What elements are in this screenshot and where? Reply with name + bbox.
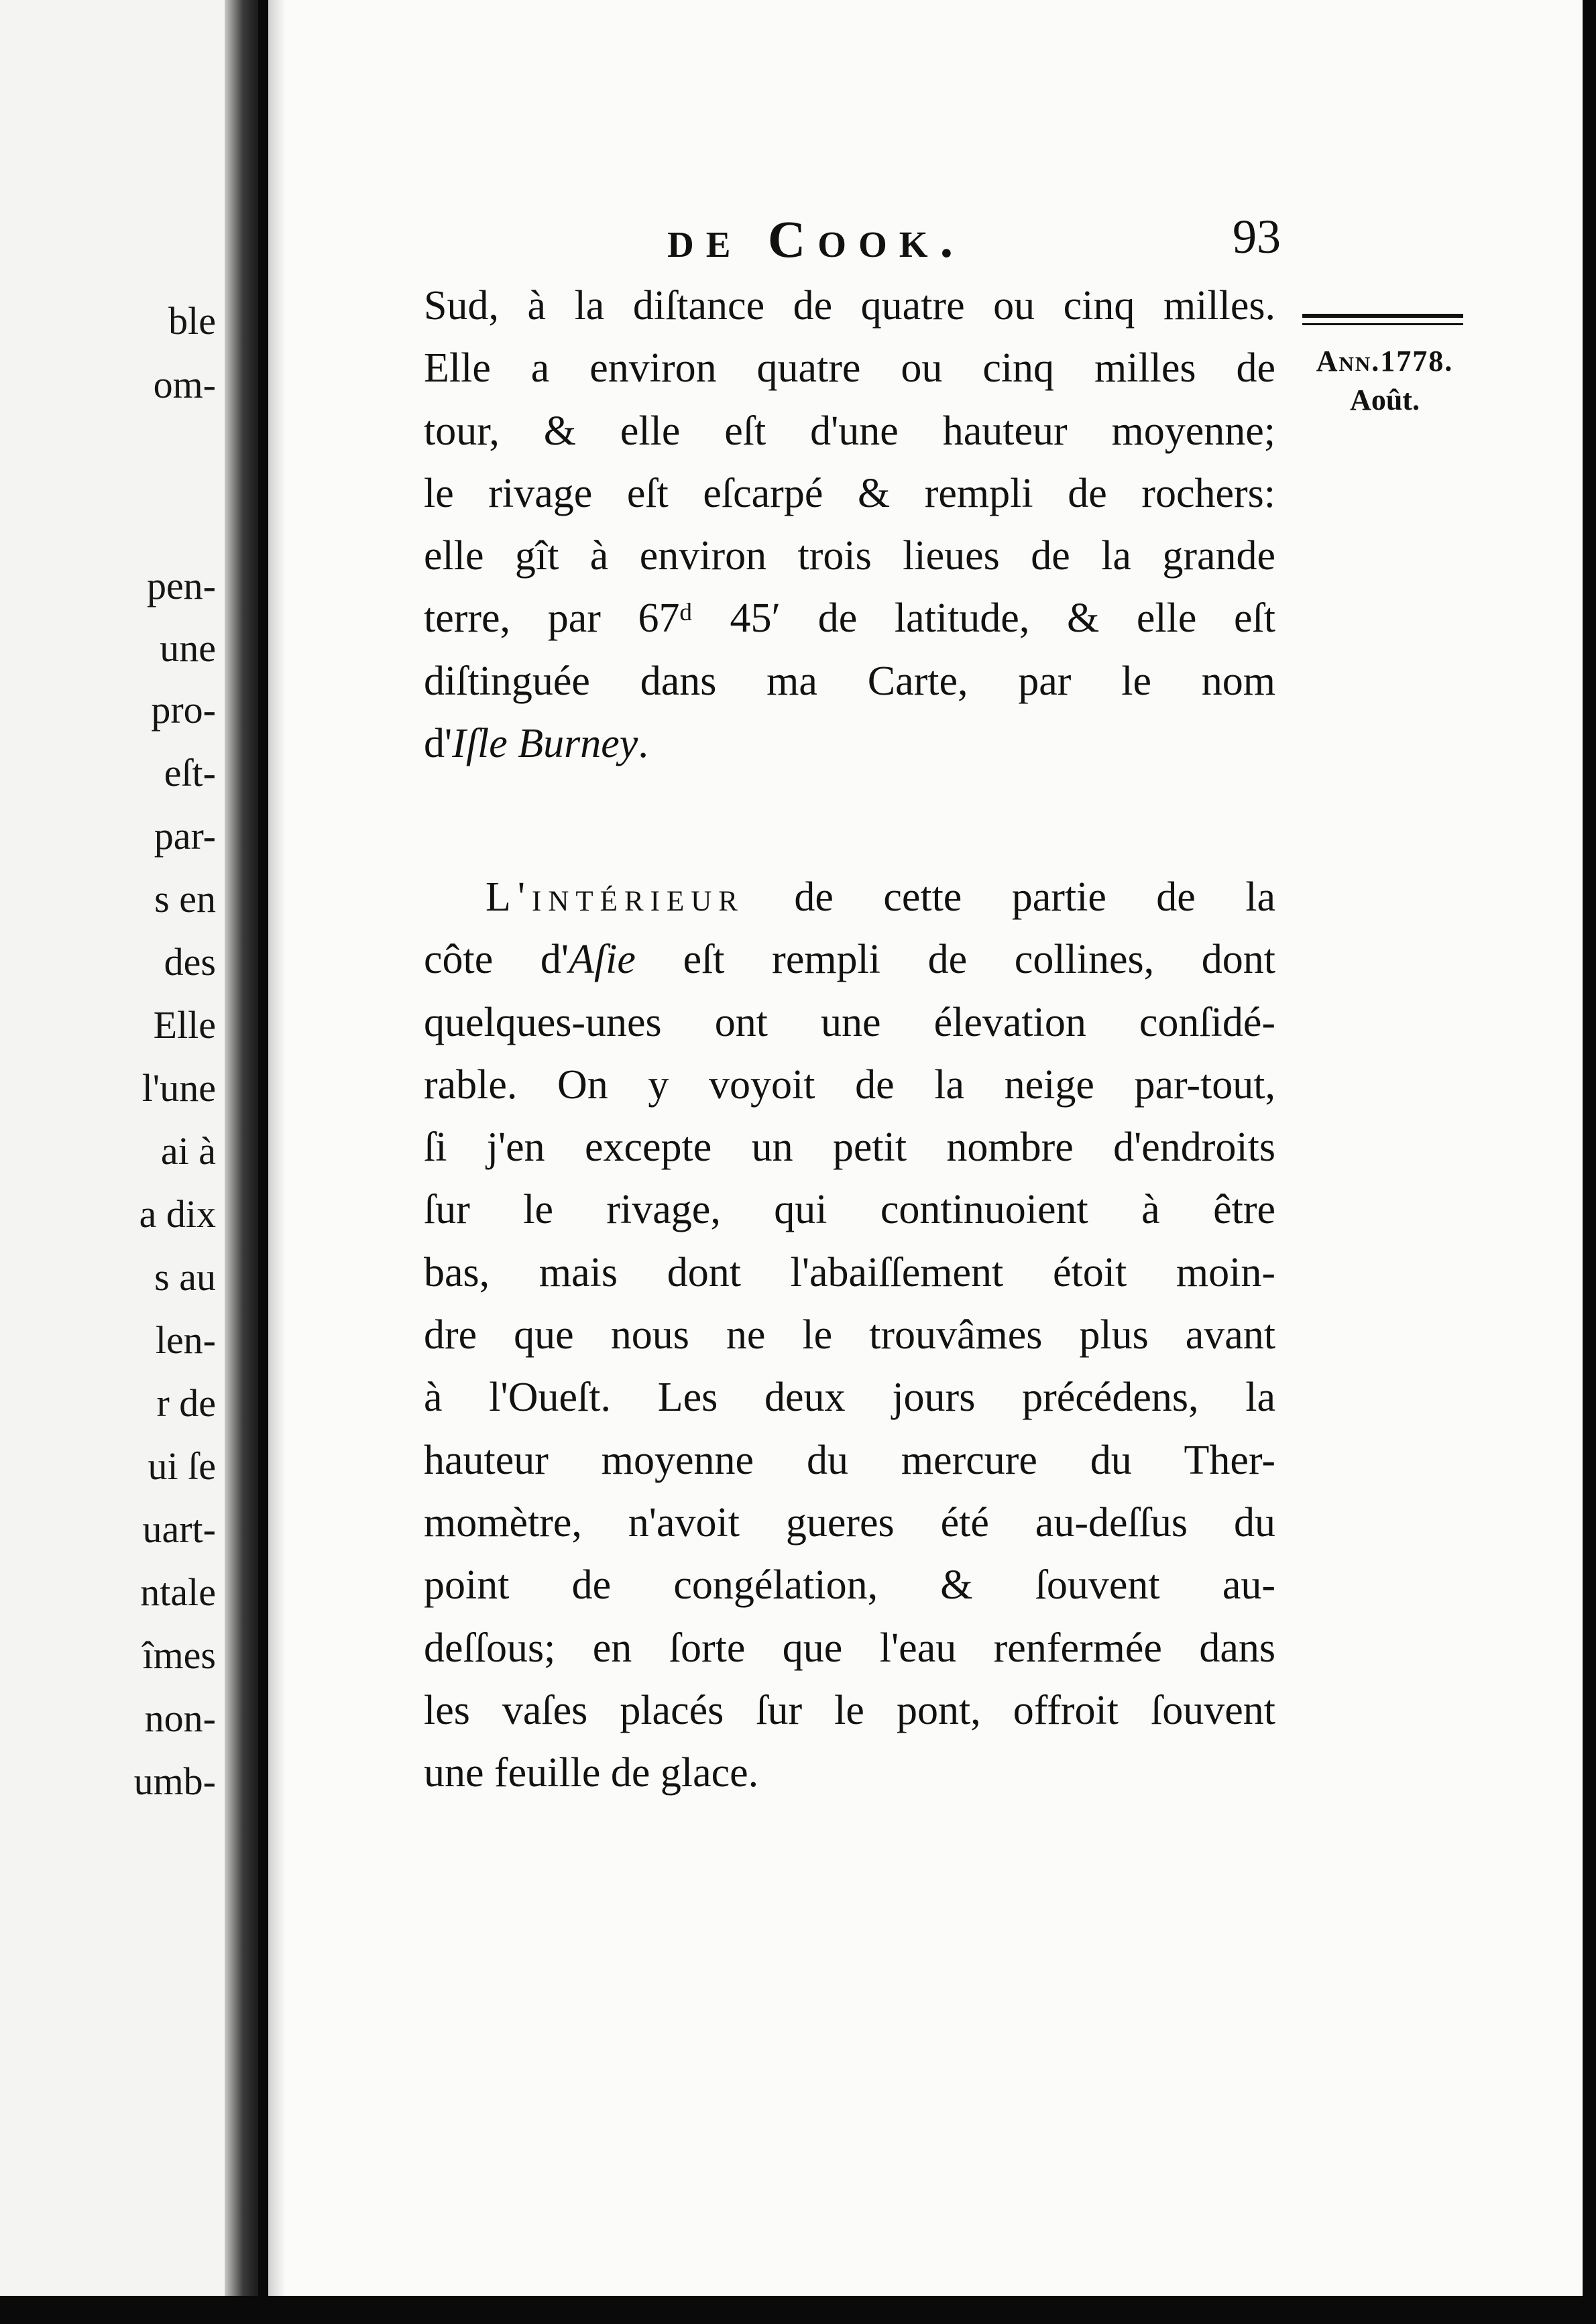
left-page-line-fragment: ble — [168, 299, 216, 343]
left-page-line-fragment: eſt- — [164, 751, 216, 795]
text-line: tour, & elle eſt d'une hauteur moyenne; — [424, 408, 1275, 454]
left-page-line-fragment: îmes — [142, 1633, 216, 1677]
left-page-line-fragment: une — [160, 626, 216, 670]
book-gutter — [225, 0, 258, 2324]
scan-right-border — [1583, 0, 1596, 2324]
margin-rule-thick — [1302, 314, 1463, 318]
paragraph-2 — [424, 866, 1275, 1804]
text-line: terre, par 67ᵈ 45′ de latitude, & elle eſt — [424, 595, 1275, 642]
text-line: ſur le rivage, qui continuoient à être — [424, 1187, 1275, 1233]
left-page-line-fragment: umb- — [133, 1759, 216, 1803]
left-page-line-fragment: uart- — [142, 1507, 216, 1551]
left-page-line-fragment: s en — [154, 877, 216, 921]
text-line: point de congélation, & ſouvent au- — [424, 1562, 1275, 1609]
text-run: d' — [424, 721, 453, 767]
left-page-line-fragment: non- — [144, 1696, 216, 1740]
text-line — [424, 929, 1275, 991]
text-line: le rivage eſt eſcarpé & rempli de rochers: — [424, 470, 1275, 516]
left-page-line-fragment: s au — [154, 1255, 216, 1299]
text-line: hauteur moyenne du mercure du Ther- — [424, 1437, 1275, 1483]
running-head — [392, 209, 1281, 270]
left-page-line-fragment: om- — [153, 363, 216, 406]
text-line: elle gît à environ trois lieues de la grande — [424, 533, 1275, 579]
margin-rule-thin — [1302, 323, 1463, 325]
margin-note-month: Août. — [1350, 384, 1420, 416]
text-line: à l'Oueſt. Les deux jours précédens, la — [424, 1375, 1275, 1421]
left-page-line-fragment: Elle — [153, 1003, 216, 1047]
page-number: 93 — [1233, 210, 1281, 264]
scan-bottom-border — [0, 2296, 1596, 2324]
text-line: Elle a environ quatre ou cinq milles de — [424, 345, 1275, 392]
text-line: dre que nous ne le trouvâmes plus avant — [424, 1312, 1275, 1358]
left-page-line-fragment: par- — [154, 814, 216, 858]
left-page-line-fragment: ntale — [140, 1570, 216, 1614]
text-line: rable. On y voyoit de la neige par-tout, — [424, 1061, 1275, 1108]
text-run: de cette partie de la — [794, 874, 1275, 920]
text-run: . — [638, 721, 648, 767]
margin-note-year: Ann.1778. — [1316, 345, 1454, 377]
text-line: deſſous; en ſorte que l'eau renfermée dans — [424, 1625, 1275, 1671]
left-page-line-fragment: r de — [156, 1381, 216, 1425]
text-line: diſtinguée dans ma Carte, par le nom — [424, 658, 1275, 704]
left-page-fragment — [0, 0, 241, 2324]
text-line: bas, mais dont l'abaiſſement étoit moin- — [424, 1249, 1275, 1295]
left-page-line-fragment: pro- — [151, 688, 216, 732]
text-line: quelques-unes ont une élevation conſidé- — [424, 999, 1275, 1045]
left-page-line-fragment: ui ſe — [148, 1444, 216, 1488]
left-page-line-fragment: ai à — [160, 1129, 216, 1173]
margin-note — [1294, 342, 1475, 420]
left-page-line-fragment: len- — [155, 1318, 216, 1362]
island-name: Iſle Burney — [452, 721, 638, 767]
left-page-line-fragment: a dix — [139, 1192, 216, 1236]
paragraph-opening: L'intérieur — [486, 874, 744, 920]
text-run: côte d' — [424, 937, 569, 983]
left-page-line-fragment: pen- — [146, 564, 216, 607]
left-page-line-fragment: l'une — [141, 1066, 216, 1110]
place-name: Aſie — [569, 937, 636, 983]
text-line — [424, 713, 1275, 775]
running-head-title: de Cook. — [667, 210, 966, 268]
paragraph-1 — [424, 275, 1275, 775]
text-line: une feuille de glace. — [424, 1750, 759, 1796]
text-line — [424, 866, 1275, 929]
text-line: ſi j'en excepte un petit nombre d'endroits — [424, 1124, 1275, 1171]
text-run: eſt rempli de collines, dont — [683, 937, 1276, 983]
text-line: les vaſes placés ſur le pont, offroit ſouvent — [424, 1687, 1275, 1733]
text-line: Sud, à la diſtance de quatre ou cinq milles. — [424, 283, 1275, 329]
text-line: momètre, n'avoit gueres été au-deſſus du — [424, 1499, 1275, 1546]
left-page-line-fragment: des — [164, 940, 216, 984]
